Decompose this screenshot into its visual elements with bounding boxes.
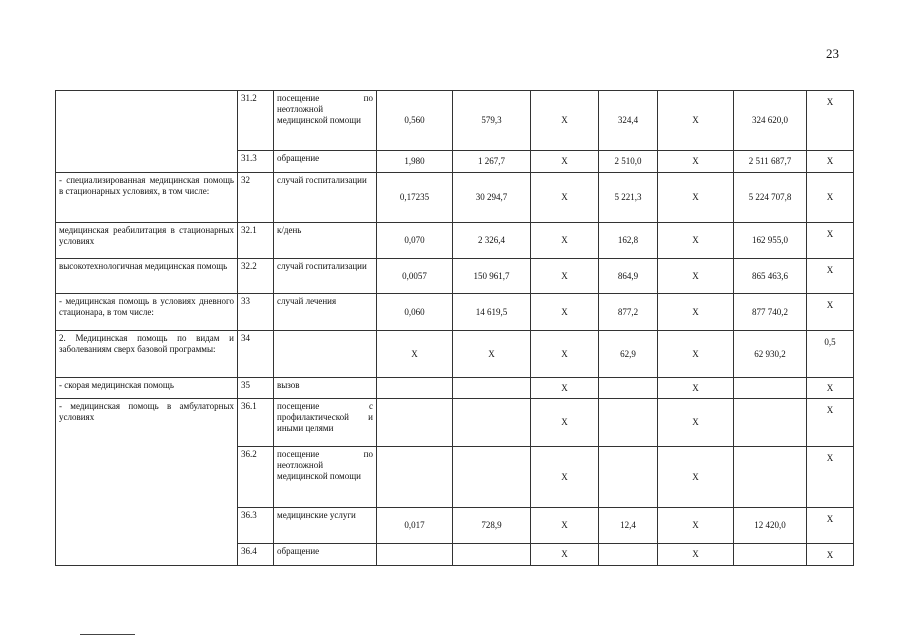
value-cell: X xyxy=(807,378,854,399)
unit-cell: медицинские услуги xyxy=(274,508,377,544)
table-row xyxy=(56,91,854,151)
row-code-cell: 36.3 xyxy=(238,508,274,544)
value-cell: 877 740,2 xyxy=(734,294,807,331)
value-cell xyxy=(453,378,531,399)
value-cell: 0,070 xyxy=(377,223,453,259)
value-cell: X xyxy=(531,508,599,544)
value-cell: 877,2 xyxy=(599,294,658,331)
value-cell: 0,060 xyxy=(377,294,453,331)
value-cell: 1,980 xyxy=(377,151,453,173)
value-cell: X xyxy=(658,223,734,259)
value-cell: 12,4 xyxy=(599,508,658,544)
value-cell: X xyxy=(807,508,854,544)
value-cell: X xyxy=(807,223,854,259)
row-code-cell: 32.2 xyxy=(238,259,274,294)
unit-cell xyxy=(274,331,377,378)
value-cell: X xyxy=(531,91,599,151)
row-code-cell: 32.1 xyxy=(238,223,274,259)
unit-cell: посещение по неотложной медицинской помощи xyxy=(274,91,377,151)
table-row xyxy=(56,331,854,378)
value-cell: X xyxy=(377,331,453,378)
unit-cell: случай госпитализации xyxy=(274,173,377,223)
unit-cell: посещение по неотложной медицинской помощи xyxy=(274,447,377,508)
value-cell: X xyxy=(658,331,734,378)
value-cell: 865 463,6 xyxy=(734,259,807,294)
row-name-cell: - специализированная медицинская помощь в стационарных условиях, в том числе: xyxy=(56,173,238,223)
row-name-cell: 2. Медицинская помощь по видам и заболеваниям сверх базовой программы: xyxy=(56,331,238,378)
value-cell: 324,4 xyxy=(599,91,658,151)
value-cell xyxy=(734,399,807,447)
value-cell: X xyxy=(658,508,734,544)
value-cell: 2 511 687,7 xyxy=(734,151,807,173)
value-cell: 0,560 xyxy=(377,91,453,151)
value-cell xyxy=(734,447,807,508)
value-cell: X xyxy=(658,91,734,151)
unit-cell: вызов xyxy=(274,378,377,399)
value-cell xyxy=(734,544,807,566)
value-cell: 0,0057 xyxy=(377,259,453,294)
value-cell: X xyxy=(658,447,734,508)
value-cell: X xyxy=(531,378,599,399)
value-cell: X xyxy=(658,544,734,566)
value-cell: X xyxy=(531,294,599,331)
value-cell: X xyxy=(658,294,734,331)
value-cell: X xyxy=(807,447,854,508)
value-cell: X xyxy=(807,294,854,331)
value-cell: X xyxy=(807,399,854,447)
value-cell: X xyxy=(531,259,599,294)
value-cell: 30 294,7 xyxy=(453,173,531,223)
value-cell: X xyxy=(531,223,599,259)
value-cell: 2 510,0 xyxy=(599,151,658,173)
value-cell: 1 267,7 xyxy=(453,151,531,173)
row-code-cell: 35 xyxy=(238,378,274,399)
row-code-cell: 34 xyxy=(238,331,274,378)
value-cell: 162,8 xyxy=(599,223,658,259)
value-cell: X xyxy=(658,399,734,447)
value-cell: X xyxy=(658,151,734,173)
value-cell xyxy=(599,447,658,508)
value-cell: X xyxy=(807,173,854,223)
table-row xyxy=(56,173,854,223)
value-cell xyxy=(599,399,658,447)
value-cell: X xyxy=(531,447,599,508)
value-cell: X xyxy=(658,173,734,223)
value-cell: X xyxy=(658,259,734,294)
unit-cell: обращение xyxy=(274,151,377,173)
value-cell xyxy=(734,378,807,399)
value-cell: 14 619,5 xyxy=(453,294,531,331)
row-code-cell: 31.3 xyxy=(238,151,274,173)
unit-cell: обращение xyxy=(274,544,377,566)
unit-cell: посещение с профилактической и иными целями xyxy=(274,399,377,447)
value-cell: 0,17235 xyxy=(377,173,453,223)
value-cell: 5 221,3 xyxy=(599,173,658,223)
value-cell xyxy=(453,399,531,447)
value-cell xyxy=(453,544,531,566)
page-number: 23 xyxy=(826,46,839,61)
value-cell: X xyxy=(531,173,599,223)
value-cell: X xyxy=(807,544,854,566)
table-row xyxy=(56,294,854,331)
value-cell xyxy=(377,544,453,566)
value-cell: 0,017 xyxy=(377,508,453,544)
value-cell: 62,9 xyxy=(599,331,658,378)
row-code-cell: 36.2 xyxy=(238,447,274,508)
value-cell: 162 955,0 xyxy=(734,223,807,259)
unit-cell: случай лечения xyxy=(274,294,377,331)
value-cell: 5 224 707,8 xyxy=(734,173,807,223)
value-cell: 150 961,7 xyxy=(453,259,531,294)
value-cell: X xyxy=(531,544,599,566)
row-code-cell: 31.2 xyxy=(238,91,274,151)
unit-cell: к/день xyxy=(274,223,377,259)
value-cell: 2 326,4 xyxy=(453,223,531,259)
row-name-cell xyxy=(56,91,238,173)
data-table xyxy=(55,90,854,566)
row-name-cell: медицинская реабилитация в стационарных условиях xyxy=(56,223,238,259)
value-cell: 579,3 xyxy=(453,91,531,151)
value-cell: X xyxy=(531,151,599,173)
row-code-cell: 32 xyxy=(238,173,274,223)
row-name-cell: - медицинская помощь в амбулаторных условиях xyxy=(56,399,238,566)
value-cell: X xyxy=(531,331,599,378)
row-code-cell: 36.1 xyxy=(238,399,274,447)
row-code-cell: 33 xyxy=(238,294,274,331)
value-cell: 864,9 xyxy=(599,259,658,294)
table-row xyxy=(56,399,854,447)
row-name-cell: - медицинская помощь в условиях дневного стационара, в том числе: xyxy=(56,294,238,331)
value-cell: 62 930,2 xyxy=(734,331,807,378)
value-cell xyxy=(599,378,658,399)
value-cell xyxy=(453,447,531,508)
footnote-divider xyxy=(80,634,135,635)
unit-cell: случай госпитализации xyxy=(274,259,377,294)
value-cell: 12 420,0 xyxy=(734,508,807,544)
value-cell: 728,9 xyxy=(453,508,531,544)
value-cell xyxy=(377,447,453,508)
table-row xyxy=(56,378,854,399)
row-name-cell: - скорая медицинская помощь xyxy=(56,378,238,399)
value-cell xyxy=(377,399,453,447)
value-cell: X xyxy=(531,399,599,447)
row-name-cell: высокотехнологичная медицинская помощь xyxy=(56,259,238,294)
value-cell: X xyxy=(807,151,854,173)
value-cell: X xyxy=(807,259,854,294)
value-cell: 0,5 xyxy=(807,331,854,378)
value-cell: X xyxy=(658,378,734,399)
table-row xyxy=(56,223,854,259)
value-cell: X xyxy=(807,91,854,151)
value-cell: 324 620,0 xyxy=(734,91,807,151)
row-code-cell: 36.4 xyxy=(238,544,274,566)
value-cell xyxy=(377,378,453,399)
table-row xyxy=(56,259,854,294)
value-cell: X xyxy=(453,331,531,378)
value-cell xyxy=(599,544,658,566)
